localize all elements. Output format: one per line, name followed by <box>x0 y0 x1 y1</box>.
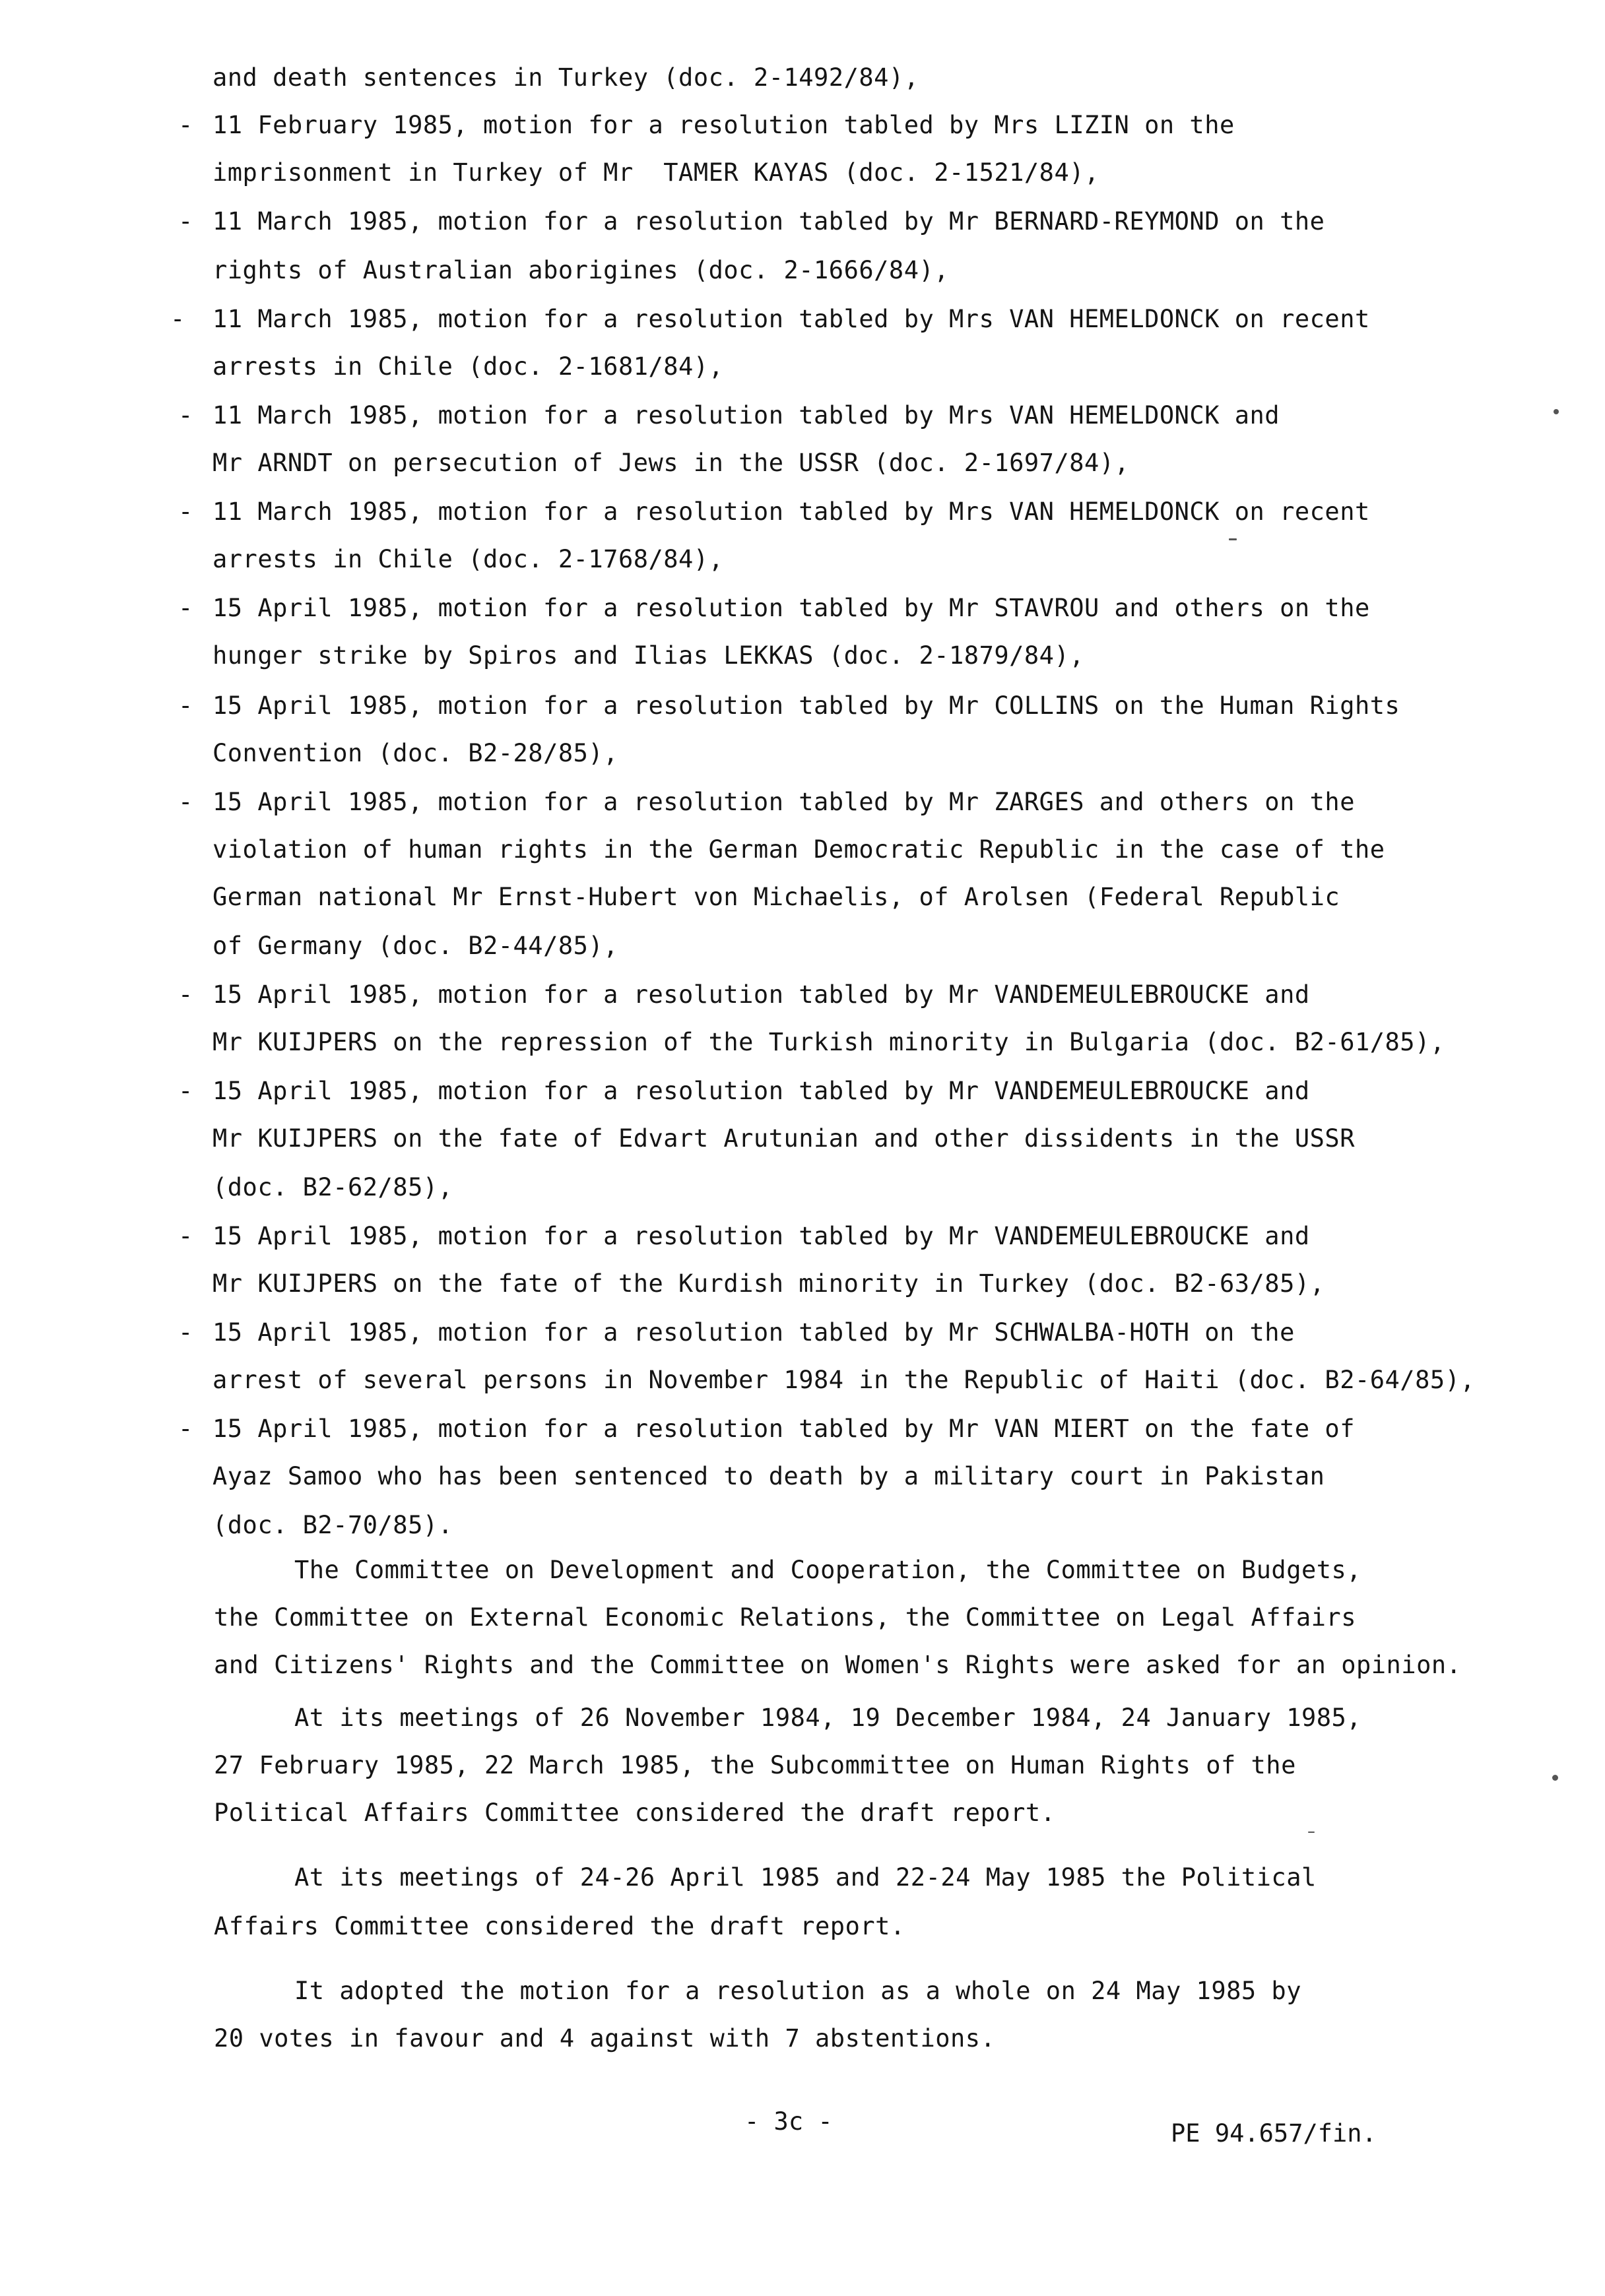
paragraph-line: Affairs Committee considered the draft report. <box>214 1912 905 1940</box>
motion-line: imprisonment in Turkey of Mr TAMER KAYAS (doc. 2-1521/84), <box>213 158 1099 187</box>
list-bullet-dash: - <box>178 1077 193 1105</box>
paragraph-line: 20 votes in favour and 4 against with 7 abstentions. <box>214 2024 996 2053</box>
motion-line: (doc. B2-62/85), <box>213 1173 453 1201</box>
motion-line: 15 April 1985, motion for a resolution tabled by Mr COLLINS on the Human Rights <box>213 691 1400 720</box>
scan-speck <box>1308 1832 1315 1833</box>
motion-line: 15 April 1985, motion for a resolution tabled by Mr ZARGES and others on the <box>213 788 1355 816</box>
list-bullet-dash: - <box>178 1318 193 1347</box>
list-bullet-dash: - <box>178 691 193 720</box>
list-bullet-dash: - <box>170 305 185 333</box>
page-number: - 3c - <box>744 2107 833 2136</box>
paragraph-line: At its meetings of 24-26 April 1985 and 22-24 May 1985 the Political <box>294 1863 1317 1892</box>
scan-speck <box>1229 538 1237 540</box>
list-bullet-dash: - <box>178 594 193 622</box>
list-bullet-dash: - <box>178 207 193 236</box>
motion-line: 15 April 1985, motion for a resolution tabled by Mr STAVROU and others on the <box>213 594 1370 622</box>
motion-line: Ayaz Samoo who has been sentenced to death by a military court in Pakistan <box>213 1462 1325 1490</box>
motion-line: 15 April 1985, motion for a resolution tabled by Mr VANDEMEULEBROUCKE and <box>213 1077 1310 1105</box>
document-reference: PE 94.657/fin. <box>1171 2119 1377 2148</box>
list-bullet-dash: - <box>178 980 193 1009</box>
motion-line: arrests in Chile (doc. 2-1681/84), <box>213 352 724 381</box>
list-bullet-dash: - <box>178 788 193 816</box>
motion-line: rights of Australian aborigines (doc. 2-1666/84), <box>213 256 950 284</box>
motion-line: of Germany (doc. B2-44/85), <box>213 932 618 960</box>
motion-line: 11 March 1985, motion for a resolution tabled by Mrs VAN HEMELDONCK and <box>213 401 1280 430</box>
motion-line: 11 March 1985, motion for a resolution tabled by Mrs VAN HEMELDONCK on recent <box>213 497 1370 526</box>
motion-line: (doc. B2-70/85). <box>213 1511 453 1539</box>
paragraph-line: The Committee on Development and Cooperation, the Committee on Budgets, <box>294 1556 1362 1584</box>
motion-line: 11 February 1985, motion for a resolution tabled by Mrs LIZIN on the <box>213 111 1235 139</box>
paragraph-line: 27 February 1985, 22 March 1985, the Subcommittee on Human Rights of the <box>214 1751 1296 1779</box>
motion-line: arrest of several persons in November 1984 in the Republic of Haiti (doc. B2-64/85), <box>213 1366 1476 1394</box>
motion-line: violation of human rights in the German Democratic Republic in the case of the <box>213 835 1385 864</box>
paragraph-line: Political Affairs Committee considered the draft report. <box>214 1799 1056 1827</box>
list-bullet-dash: - <box>178 111 193 139</box>
motion-line: arrests in Chile (doc. 2-1768/84), <box>213 545 724 573</box>
motion-line: German national Mr Ernst-Hubert von Michaelis, of Arolsen (Federal Republic <box>213 883 1340 911</box>
scan-speck <box>1554 409 1559 414</box>
motion-line: Mr KUIJPERS on the repression of the Turkish minority in Bulgaria (doc. B2-61/85), <box>213 1028 1445 1056</box>
scan-speck <box>1552 1775 1558 1781</box>
paragraph-line: At its meetings of 26 November 1984, 19 December 1984, 24 January 1985, <box>294 1704 1362 1732</box>
list-bullet-dash: - <box>178 401 193 430</box>
motion-line: 11 March 1985, motion for a resolution tabled by Mrs VAN HEMELDONCK on recent <box>213 305 1370 333</box>
motion-line: Mr ARNDT on persecution of Jews in the USSR (doc. 2-1697/84), <box>213 449 1130 477</box>
motion-line: 15 April 1985, motion for a resolution tabled by Mr SCHWALBA-HOTH on the <box>213 1318 1295 1347</box>
paragraph-line: the Committee on External Economic Relations, the Committee on Legal Affairs <box>214 1603 1356 1632</box>
motion-line: 15 April 1985, motion for a resolution tabled by Mr VANDEMEULEBROUCKE and <box>213 1222 1310 1250</box>
list-bullet-dash: - <box>178 1222 193 1250</box>
motion-line: 11 March 1985, motion for a resolution tabled by Mr BERNARD-REYMOND on the <box>213 207 1325 236</box>
paragraph-line: and Citizens' Rights and the Committee on Women's Rights were asked for an opinion. <box>214 1651 1462 1679</box>
list-bullet-dash: - <box>178 1415 193 1443</box>
list-bullet-dash: - <box>178 497 193 526</box>
opening-line: and death sentences in Turkey (doc. 2-1492/84), <box>213 63 919 92</box>
motion-line: Mr KUIJPERS on the fate of the Kurdish minority in Turkey (doc. B2-63/85), <box>213 1269 1325 1298</box>
motion-line: hunger strike by Spiros and Ilias LEKKAS (doc. 2-1879/84), <box>213 641 1085 670</box>
motion-line: 15 April 1985, motion for a resolution tabled by Mr VAN MIERT on the fate of <box>213 1415 1355 1443</box>
paragraph-line: It adopted the motion for a resolution as a whole on 24 May 1985 by <box>294 1977 1301 2005</box>
motion-line: Convention (doc. B2-28/85), <box>213 739 618 767</box>
motion-line: Mr KUIJPERS on the fate of Edvart Arutunian and other dissidents in the USSR <box>213 1124 1355 1153</box>
motion-line: 15 April 1985, motion for a resolution tabled by Mr VANDEMEULEBROUCKE and <box>213 980 1310 1009</box>
